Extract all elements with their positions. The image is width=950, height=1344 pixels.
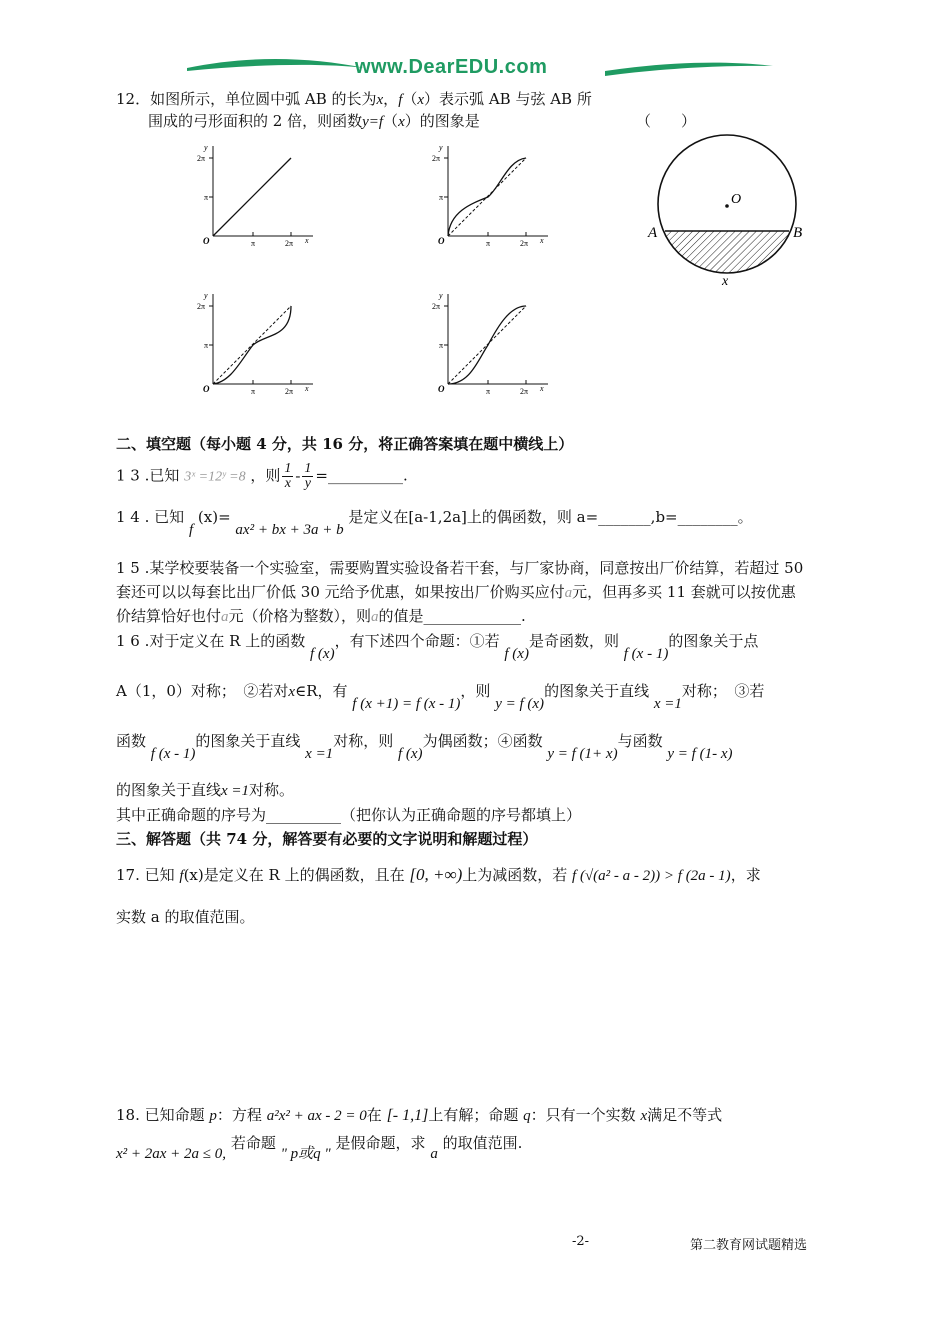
graph-b-origin: O	[438, 236, 445, 246]
q17-line2: 实数 a 的取值范围。	[116, 908, 255, 926]
graph-d-2pi: 2π	[432, 302, 441, 311]
graph-a-y: y	[204, 143, 208, 152]
graph-c-pi-x: π	[251, 387, 256, 396]
graph-c-x: x	[305, 384, 309, 393]
graph-b	[430, 142, 555, 252]
q15-line1: 1 5 .某学校要装备一个实验室，需要购置实验设备若干套，与厂家协商，同意按出厂价结算，若超过 50	[116, 559, 804, 577]
graph-a-pi-x: π	[251, 239, 256, 248]
circle-label-o: O	[731, 192, 742, 207]
header-site: www.DearEDU.com	[355, 56, 548, 78]
graph-b-2pi: 2π	[432, 154, 441, 163]
graph-a-pi: π	[204, 193, 209, 202]
circle-label-a: A	[648, 225, 658, 241]
graph-c-origin: O	[203, 384, 210, 394]
q12-line1: 12．如图所示，单位圆中弧 AB 的长为x，f（x）表示弧 AB 与弦 AB 所	[116, 90, 592, 108]
graph-a-x: x	[305, 236, 309, 245]
graph-d-pi: π	[439, 341, 444, 350]
graph-d	[430, 290, 555, 400]
q14: 1 4 . 已知 f (x)= ax² + bx + 3a + b 是定义在[a-1,2a]上的偶函数，则 a=_______,b=________。	[116, 508, 753, 538]
graph-d-pi-x: π	[486, 387, 491, 396]
graph-d-y: y	[439, 291, 443, 300]
circle-figure	[640, 128, 820, 298]
section2-title: 二、填空题（每小题 4 分，共 16 分，将正确答案填在题中横线上）	[116, 435, 574, 453]
footer-source: 第二教育网试题精选	[690, 1238, 808, 1253]
graph-c-y: y	[204, 291, 208, 300]
q16-line5: 其中正确命题的序号为__________（把你认为正确命题的序号都填上）	[116, 806, 582, 824]
q18-line2: x² + 2ax + 2a ≤ 0, 若命题 " p或q " 是假命题，求 a 的取值范围.	[116, 1134, 523, 1162]
q18-line1: 18. 已知命题 p：方程 a²x² + ax - 2 = 0在 [- 1,1]上有解；命题 q：只有一个实数 x满足不等式	[116, 1106, 723, 1124]
graph-d-2pi-x: 2π	[520, 387, 529, 396]
q17-line1: 17. 已知 f(x)是定义在 R 上的偶函数，且在 [0, +∞)上为减函数，若 f (√(a² - a - 2)) > f (2a - 1)，求	[116, 865, 761, 884]
q16-line1: 1 6 .对于定义在 R 上的函数 f (x)，有下述四个命题：①若 f (x)是奇函数，则 f (x - 1)的图象关于点	[116, 632, 759, 662]
graph-c-pi: π	[204, 341, 209, 350]
footer-page-number: -2-	[572, 1234, 590, 1249]
circle-label-b: B	[793, 225, 803, 241]
q12-line2: 围成的弓形面积的 2 倍，则函数y=f（x）的图象是	[148, 112, 480, 130]
graph-b-y: y	[439, 143, 443, 152]
q15-line3: 价结算恰好也付a元（价格为整数），则a的值是_____________.	[116, 607, 526, 625]
section3-title: 三、解答题（共 74 分，解答要有必要的文字说明和解题过程）	[116, 830, 538, 848]
q16-line4: 的图象关于直线x =1对称。	[116, 781, 295, 799]
q16-line3: 函数 f (x - 1)的图象关于直线 x =1对称，则 f (x)为偶函数；④函数 y = f (1+ x)与函数 y = f (1- x)	[116, 732, 733, 762]
graph-a-2pi-x: 2π	[285, 239, 294, 248]
q13: 1 3 .已知 3ˣ =12ʸ =8 ，则 $\frac{1}{x}$ - $\frac{1}{y}$ =__________.	[116, 461, 408, 491]
graph-b-pi-x: π	[486, 239, 491, 248]
q15-line2: 套还可以以每套比出厂价低 30 元给予优惠，如果按出厂价购买应付a元，但再多买 11 套就可以按优惠	[116, 583, 796, 601]
header-logo	[185, 54, 775, 84]
graph-b-2pi-x: 2π	[520, 239, 529, 248]
graph-c-2pi: 2π	[197, 302, 206, 311]
q16-line2: A（1，0）对称； ②若对x∈R，有 f (x +1) = f (x - 1)，则 y = f (x)的图象关于直线 x =1对称； ③若	[116, 682, 765, 712]
q12-answer-bracket: （ ）	[636, 112, 697, 130]
graph-a	[195, 142, 320, 252]
graph-b-pi: π	[439, 193, 444, 202]
graph-b-x: x	[540, 236, 544, 245]
graph-d-x: x	[540, 384, 544, 393]
graph-c-2pi-x: 2π	[285, 387, 294, 396]
graph-d-origin: O	[438, 384, 445, 394]
graph-c	[195, 290, 320, 400]
graph-a-origin: O	[203, 236, 210, 246]
graph-a-2pi: 2π	[197, 154, 206, 163]
circle-label-x: x	[722, 274, 729, 289]
